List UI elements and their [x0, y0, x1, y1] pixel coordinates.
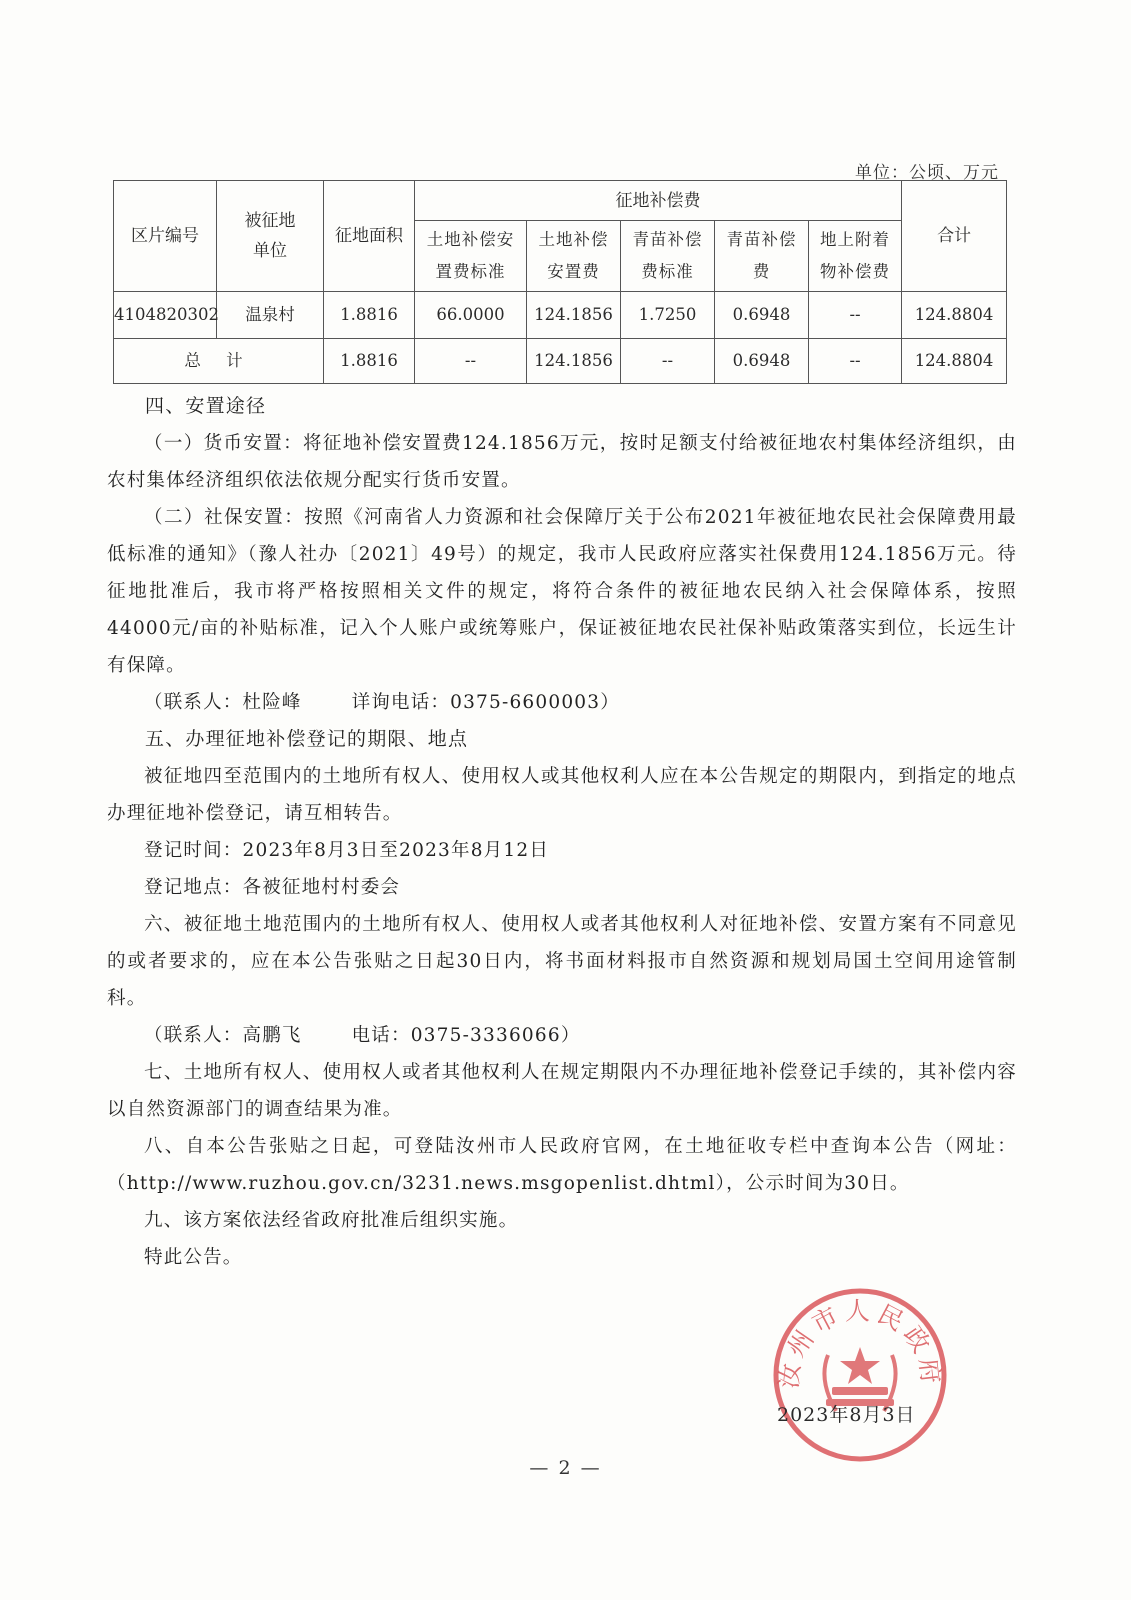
header-comp-group: 征地补偿费 [415, 181, 902, 221]
header-land-fee: 土地补偿安置费 [527, 221, 621, 292]
cell-crop-fee: 0.6948 [715, 292, 809, 339]
section-5-place: 登记地点：各被征地村村委会 [144, 877, 401, 898]
section-4-title: 四、安置途径 [145, 395, 267, 417]
contact-phone: 详询电话：0375-6600003） [351, 692, 620, 713]
section-9-text: 九、该方案依法经省政府批准后组织实施。 [144, 1210, 519, 1231]
cell-area: 1.8816 [324, 292, 415, 339]
sum-area: 1.8816 [324, 339, 415, 384]
header-crop-fee: 青苗补偿费 [715, 221, 809, 292]
cell-land-std: 66.0000 [415, 292, 527, 339]
page-number: — 2 — [529, 1457, 602, 1479]
issue-date: 2023年8月3日 [777, 1404, 916, 1426]
table-sum-row [114, 339, 1007, 384]
contact-name: （联系人：杜险峰 [144, 692, 302, 713]
header-unit: 被征地 单位 [217, 181, 324, 292]
government-seal-icon [770, 1285, 950, 1465]
sum-total: 124.8804 [902, 339, 1007, 384]
cell-zone-id: 4104820302 [114, 292, 217, 339]
sum-crop-fee: 0.6948 [715, 339, 809, 384]
header-land-std: 土地补偿安置费标准 [415, 221, 527, 292]
notice-body [107, 388, 1017, 1276]
closing-text: 特此公告。 [144, 1247, 243, 1268]
sum-crop-std: -- [621, 339, 715, 384]
section-6-text: 六、被征地土地范围内的土地所有权人、使用权人或者其他权利人对征地补偿、安置方案有不同意见的或者要求的，应在本公告张贴之日起30日内，将书面材料报市自然资源和规划局国土空间用途管制科。 [107, 914, 1017, 1009]
contact-phone: 电话：0375-3336066） [351, 1025, 581, 1046]
unit-note: 单位：公顷、万元 [855, 163, 999, 183]
sum-land-std: -- [415, 339, 527, 384]
section-5-time: 登记时间：2023年8月3日至2023年8月12日 [144, 840, 550, 861]
header-total: 合计 [902, 181, 1007, 292]
cell-unit: 温泉村 [217, 292, 324, 339]
sum-attach-fee: -- [809, 339, 902, 384]
sum-land-fee: 124.1856 [527, 339, 621, 384]
section-8-text: 八、自本公告张贴之日起，可登陆汝州市人民政府官网，在土地征收专栏中查询本公告（网址：（http://www.ruzhou.gov.cn/3231.news.msgopenlist.dhtml），公示时间为30日。 [107, 1136, 1017, 1194]
header-crop-std: 青苗补偿费标准 [621, 221, 715, 292]
compensation-table [113, 180, 1007, 384]
cell-total: 124.8804 [902, 292, 1007, 339]
cell-land-fee: 124.1856 [527, 292, 621, 339]
cell-crop-std: 1.7250 [621, 292, 715, 339]
section-4-cash: （一）货币安置：将征地补偿安置费124.1856万元，按时足额支付给被征地农村集体经济组织，由农村集体经济组织依法依规分配实行货币安置。 [107, 433, 1017, 491]
section-5-title: 五、办理征地补偿登记的期限、地点 [145, 728, 469, 750]
cell-attach-fee: -- [809, 292, 902, 339]
header-zone-id: 区片编号 [114, 181, 217, 292]
section-4-contact [107, 684, 1017, 721]
seal-text: 汝州市人民政府 [773, 1296, 947, 1390]
header-area: 征地面积 [324, 181, 415, 292]
sum-label: 总 计 [114, 339, 324, 384]
table-row [114, 292, 1007, 339]
svg-text:汝州市人民政府 [774, 1296, 946, 1390]
contact-name: （联系人：高鹏飞 [144, 1025, 302, 1046]
section-5-text: 被征地四至范围内的土地所有权人、使用权人或其他权利人应在本公告规定的期限内，到指定的地点办理征地补偿登记，请互相转告。 [107, 766, 1017, 824]
header-attach-fee: 地上附着物补偿费 [809, 221, 902, 292]
section-6-contact [107, 1017, 1017, 1054]
section-7-text: 七、土地所有权人、使用权人或者其他权利人在规定期限内不办理征地补偿登记手续的，其补偿内容以自然资源部门的调查结果为准。 [107, 1062, 1017, 1120]
section-4-social: （二）社保安置：按照《河南省人力资源和社会保障厅关于公布2021年被征地农民社会保障费用最低标准的通知》（豫人社办〔2021〕49号）的规定，我市人民政府应落实社保费用124.1856万元。待征地批准后，我市将严格按照相关文件的规定，将符合条件的被征地农民纳入社会保障体系，按照44000元/亩的补贴标准，记入个人账户或统筹账户，保证被征地农民社保补贴政策落实到位，长远生计有保障。 [107, 507, 1017, 676]
